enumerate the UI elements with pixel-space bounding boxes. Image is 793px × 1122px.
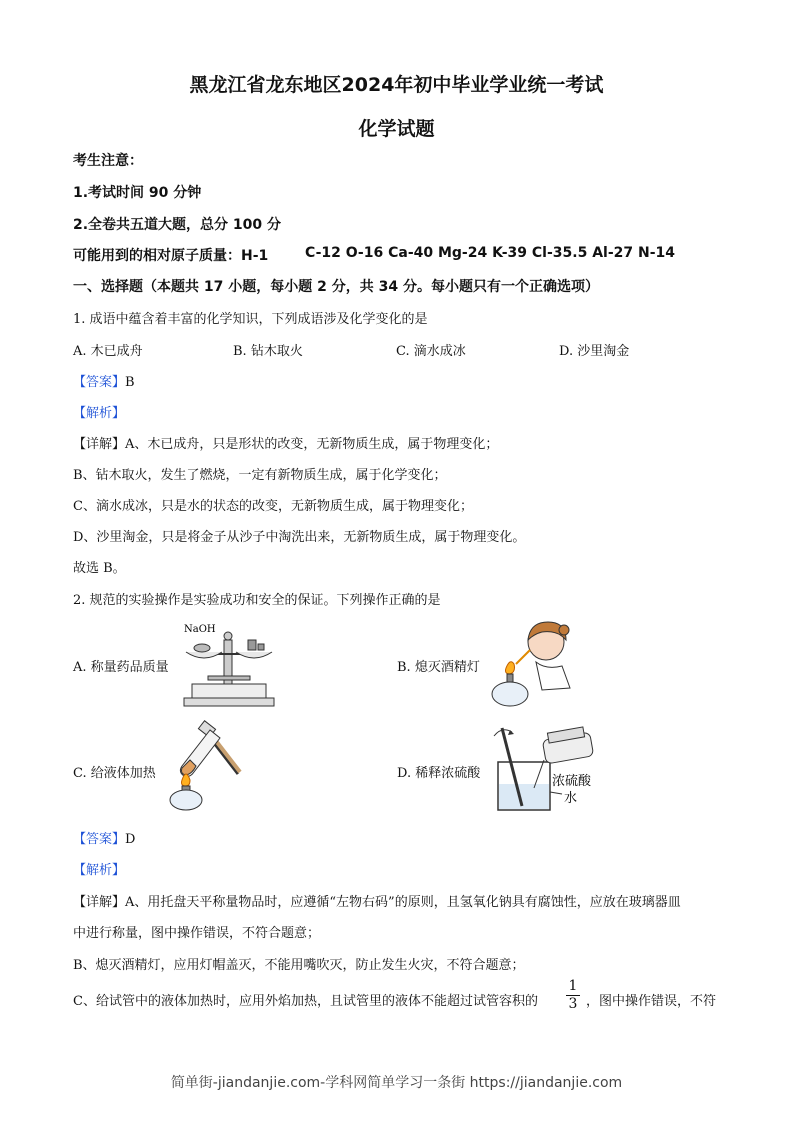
water-label: 水 (564, 791, 578, 806)
q2-option-a: A. 称量药品质量 (73, 660, 169, 675)
detail-tag: 【详解】 (73, 437, 126, 452)
q1-stem: 1. 成语中蕴含着丰富的化学知识，下列成语涉及化学变化的是 (73, 312, 428, 327)
q1-option-d: D. 沙里淘金 (559, 344, 630, 359)
dilute-acid-figure (488, 722, 600, 814)
answer-value: B (125, 375, 135, 390)
q2-detail-line (73, 891, 681, 910)
fraction-numerator: 1 (568, 978, 578, 994)
atomic-mass-label: 可能用到的相对原子质量：H-1 (73, 248, 269, 264)
fraction (566, 978, 580, 1012)
answer-value: D (125, 832, 136, 847)
answer-tag: 【答案】 (73, 832, 126, 847)
answer-tag: 【答案】 (73, 375, 126, 390)
q1-detail-line: D、沙里淘金，只是将金子从沙子中淘洗出来，无新物质生成，属于物理变化。 (73, 530, 526, 545)
q1-answer (73, 371, 135, 390)
q2-detail-line-tail: ，图中操作错误，不符 (586, 994, 717, 1009)
fraction-denominator: 3 (566, 995, 580, 1012)
detail-tag: 【详解】 (73, 895, 126, 910)
footer-watermark: 简单街-jiandanjie.com-学科网简单学习一条街 https://jiandanjie.com (170, 1075, 623, 1091)
q2-analysis-tag: 【解析】 (73, 863, 126, 878)
acid-label: 浓硫酸 (552, 774, 592, 789)
q2-detail-line: C、给试管中的液体加热时，应用外焰加热，且试管里的液体不能超过试管容积的 (73, 994, 538, 1009)
balance-figure (178, 620, 280, 712)
exam-subtitle: 化学试题 (358, 118, 435, 140)
q2-detail-line: 中进行称量，图中操作错误，不符合题意； (73, 926, 321, 941)
atomic-mass-values: C-12 O-16 Ca-40 Mg-24 K-39 Cl-35.5 Al-27 N-14 (305, 245, 676, 261)
q1-option-a: A. 木已成舟 (73, 344, 143, 359)
q1-detail-line (73, 433, 498, 452)
section-heading: 一、选择题（本题共 17 小题，每小题 2 分，共 34 分。每小题只有一个正确选项） (73, 279, 599, 295)
detail-text: A、用托盘天平称量物品时，应遵循“左物右码”的原则，且氢氧化钠具有腐蚀性，应放在玻璃器皿 (125, 895, 681, 910)
q1-detail-line: C、滴水成冰，只是水的状态的改变，无新物质生成，属于物理变化； (73, 499, 473, 514)
notes-item-time: 1.考试时间 90 分钟 (73, 185, 202, 201)
q2-option-d: D. 稀释浓硫酸 (397, 766, 481, 781)
q1-detail-line: B、钻木取火，发生了燃烧，一定有新物质生成，属于化学变化； (73, 468, 447, 483)
test-tube-heating-figure (160, 720, 242, 812)
notes-heading: 考生注意： (73, 153, 143, 169)
q1-option-c: C. 滴水成冰 (396, 344, 466, 359)
q2-detail-line: B、熄灭酒精灯，应用灯帽盖灭，不能用嘴吹灭，防止发生火灾，不符合题意； (73, 958, 525, 973)
q2-stem: 2. 规范的实验操作是实验成功和安全的保证。下列操作正确的是 (73, 593, 441, 608)
naoh-label: NaOH (184, 624, 216, 635)
q1-analysis-tag: 【解析】 (73, 406, 126, 421)
q1-detail-line: 故选 B。 (73, 561, 126, 576)
detail-text: A、木已成舟，只是形状的改变，无新物质生成，属于物理变化； (125, 437, 499, 452)
q2-option-b: B. 熄灭酒精灯 (397, 660, 480, 675)
q2-answer (73, 828, 135, 847)
q1-option-b: B. 钻木取火 (233, 344, 303, 359)
q2-option-c: C. 给液体加热 (73, 766, 156, 781)
notes-item-score: 2.全卷共五道大题，总分 100 分 (73, 217, 282, 233)
exam-title: 黑龙江省龙东地区2024年初中毕业学业统一考试 (189, 74, 604, 96)
alcohol-lamp-blow-figure (486, 618, 572, 710)
